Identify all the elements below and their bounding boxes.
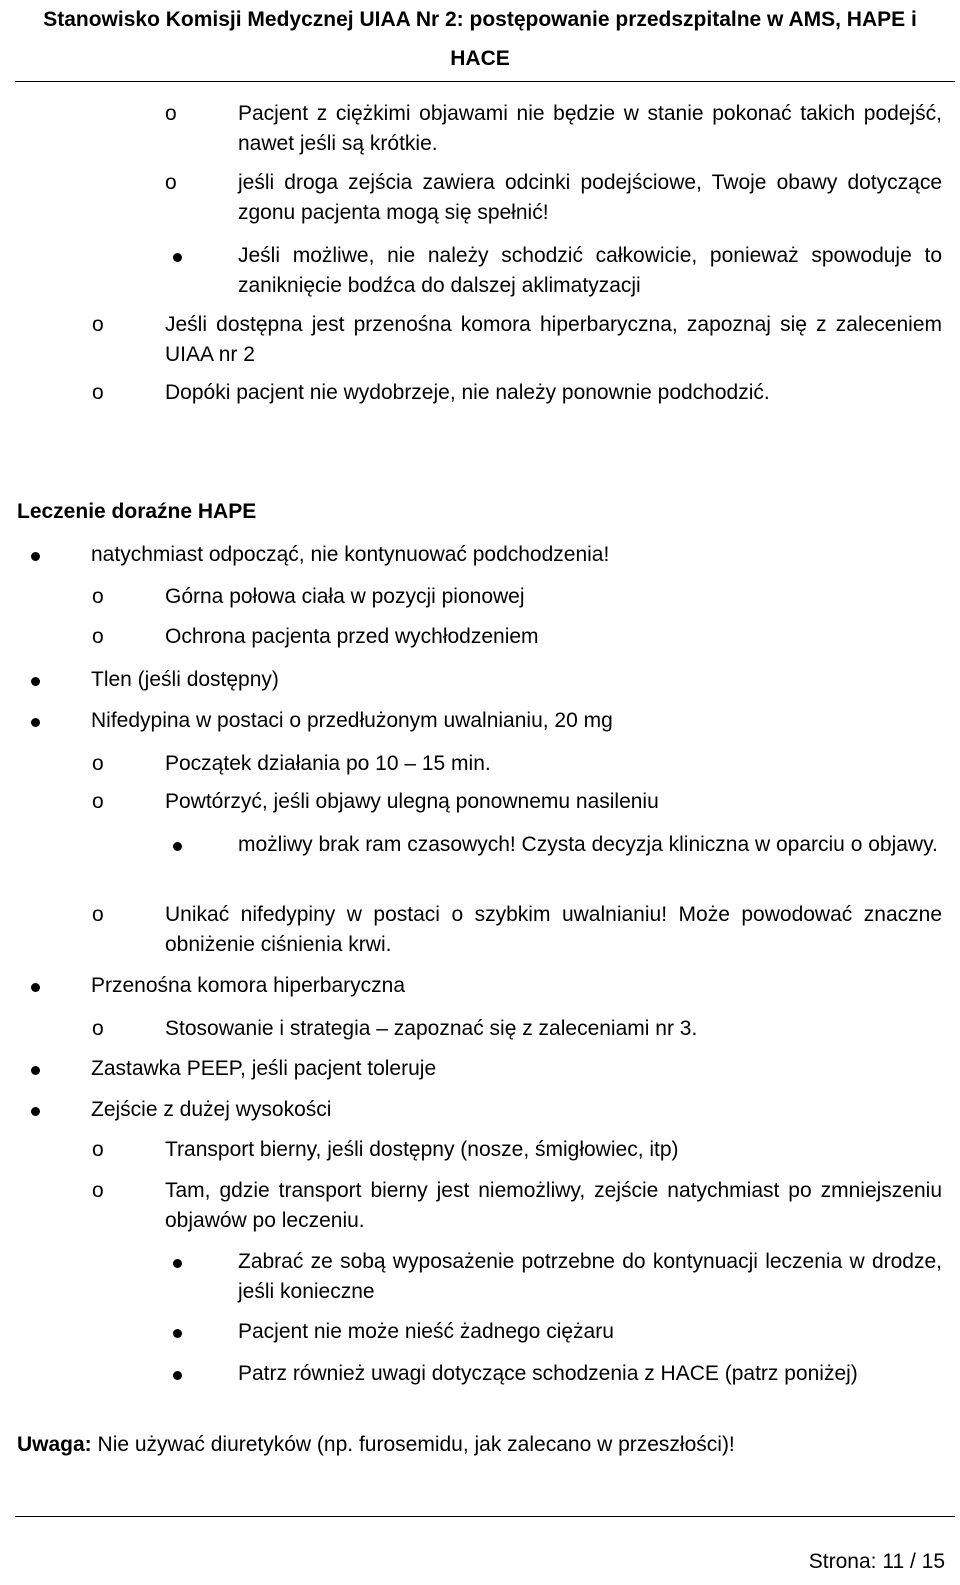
page-number: Strona: 11 / 15 <box>808 1550 945 1573</box>
bullet-icon <box>173 1259 182 1268</box>
hollow-bullet-icon: o <box>92 625 104 648</box>
hollow-bullet-icon: o <box>92 1138 104 1161</box>
list-item: Pacjent z ciężkimi objawami nie będzie w stanie pokonać takich podejść, nawet jeśli są krótkie. <box>238 102 942 155</box>
hollow-bullet-icon: o <box>92 752 104 775</box>
bullet-icon <box>31 552 40 561</box>
hollow-bullet-icon: o <box>92 585 104 608</box>
note-text: Nie używać diuretyków (np. furosemidu, jak zalecano w przeszłości)! <box>91 1433 735 1456</box>
header-divider <box>15 81 955 82</box>
hollow-bullet-icon: o <box>92 381 104 404</box>
note-label: Uwaga: <box>17 1433 92 1456</box>
header-line-1: Stanowisko Komisji Medycznej UIAA Nr 2: postępowanie przedszpitalne w AMS, HAPE i <box>43 8 917 31</box>
section-heading: Leczenie doraźne HAPE <box>17 500 257 523</box>
list-item: Zejście z dużej wysokości <box>91 1098 332 1121</box>
bullet-icon <box>173 842 182 851</box>
list-item: Górna połowa ciała w pozycji pionowej <box>165 585 525 608</box>
list-item: Zabrać ze sobą wyposażenie potrzebne do kontynuacji leczenia w drodze, jeśli konieczne <box>238 1250 942 1303</box>
list-item: możliwy brak ram czasowych! Czysta decyzja kliniczna w oparciu o objawy. <box>238 833 938 856</box>
list-item: Powtórzyć, jeśli objawy ulegną ponownemu nasileniu <box>165 790 659 813</box>
hollow-bullet-icon: o <box>92 1179 104 1202</box>
footer-divider <box>15 1516 955 1517</box>
list-item: natychmiast odpocząć, nie kontynuować podchodzenia! <box>91 543 610 566</box>
list-item: Patrz również uwagi dotyczące schodzenia z HACE (patrz poniżej) <box>238 1362 858 1385</box>
bullet-icon <box>31 677 40 686</box>
list-item: Pacjent nie może nieść żadnego ciężaru <box>238 1320 614 1343</box>
list-item: Tam, gdzie transport bierny jest niemożliwy, zejście natychmiast po zmniejszeniu objawów po leczeniu. <box>165 1179 942 1232</box>
hollow-bullet-icon: o <box>165 102 177 125</box>
hollow-bullet-icon: o <box>92 790 104 813</box>
hollow-bullet-icon: o <box>165 171 177 194</box>
list-item: Przenośna komora hiperbaryczna <box>91 974 405 997</box>
hollow-bullet-icon: o <box>92 903 104 926</box>
bullet-icon <box>31 1066 40 1075</box>
bullet-icon <box>31 718 40 727</box>
list-item: Transport bierny, jeśli dostępny (nosze, śmigłowiec, itp) <box>165 1138 679 1161</box>
list-item: Ochrona pacjenta przed wychłodzeniem <box>165 625 539 648</box>
list-item: Tlen (jeśli dostępny) <box>91 668 279 691</box>
hollow-bullet-icon: o <box>92 313 104 336</box>
header-line-2: HACE <box>450 47 510 70</box>
list-item: Jeśli możliwe, nie należy schodzić całkowicie, ponieważ spowoduje to zaniknięcie bodźca do dalszej aklimatyzacji <box>238 244 942 297</box>
hollow-bullet-icon: o <box>92 1017 104 1040</box>
list-item: Początek działania po 10 – 15 min. <box>165 752 491 775</box>
bullet-icon <box>173 1329 182 1338</box>
list-item: Jeśli dostępna jest przenośna komora hiperbaryczna, zapoznaj się z zaleceniem UIAA nr 2 <box>165 313 942 366</box>
bullet-icon <box>31 1107 40 1116</box>
note <box>17 1430 735 1460</box>
bullet-icon <box>173 253 182 262</box>
bullet-icon <box>173 1371 182 1380</box>
list-item: jeśli droga zejścia zawiera odcinki podejściowe, Twoje obawy dotyczące zgonu pacjenta mogą się spełnić! <box>238 171 942 224</box>
list-item: Zastawka PEEP, jeśli pacjent toleruje <box>91 1057 437 1080</box>
list-item: Stosowanie i strategia – zapoznać się z zaleceniami nr 3. <box>165 1017 698 1040</box>
list-item: Unikać nifedypiny w postaci o szybkim uwalnianiu! Może powodować znaczne obniżenie ciśnienia krwi. <box>165 903 942 956</box>
list-item: Nifedypina w postaci o przedłużonym uwalnianiu, 20 mg <box>91 709 613 732</box>
page-header <box>0 0 960 78</box>
list-item: Dopóki pacjent nie wydobrzeje, nie należy ponownie podchodzić. <box>165 381 770 404</box>
bullet-icon <box>31 983 40 992</box>
